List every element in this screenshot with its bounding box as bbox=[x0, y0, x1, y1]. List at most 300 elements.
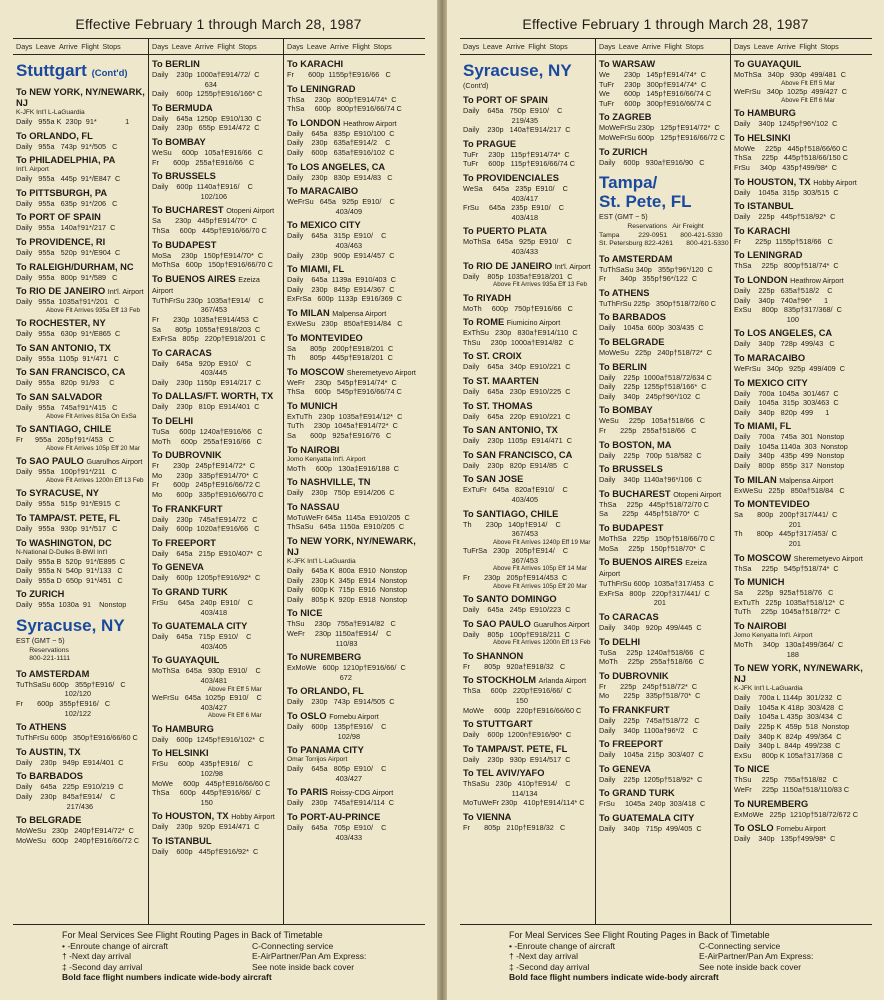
flight-row: Fr 955a 205p†91*/453 C bbox=[16, 435, 115, 445]
destination-name: To NASSAU bbox=[287, 501, 340, 512]
flight-row: Th 230p 140p†E914/ C bbox=[463, 519, 561, 529]
destination-name: To RALEIGH/DURHAM, NC bbox=[16, 261, 134, 272]
destination-name: To NICE bbox=[287, 608, 323, 619]
destination-name: To MEXICO CITY bbox=[287, 220, 361, 231]
destination-name: To HAMBURG bbox=[734, 108, 796, 119]
destination-heading bbox=[287, 308, 422, 319]
destination-heading bbox=[734, 421, 869, 432]
destination-heading bbox=[599, 764, 727, 775]
flight-row: TuFrSa 230p 205p†E914/ C bbox=[463, 546, 569, 556]
city-name: Syracuse, NY bbox=[16, 615, 125, 635]
flight-row: Daily 645a 1139a E910/403 C bbox=[287, 275, 396, 285]
destination-name: To LONDON bbox=[287, 117, 341, 128]
flight-row: Daily 225p 1205p†518/92* C bbox=[599, 774, 703, 784]
column-header bbox=[460, 39, 595, 55]
column-header-label: Leave bbox=[35, 42, 56, 51]
flight-row: MoWeSu 230p 240p†E914/72* C bbox=[16, 826, 134, 836]
destination-block bbox=[149, 387, 283, 412]
destination-name: To PANAMA CITY bbox=[287, 745, 364, 756]
destination-block bbox=[284, 80, 425, 114]
destination-heading bbox=[152, 538, 280, 549]
destination-heading bbox=[152, 562, 280, 573]
destination-block bbox=[460, 397, 595, 422]
flight-row: WeSa 645a 235p E910/ C bbox=[463, 183, 568, 193]
destination-heading bbox=[463, 226, 592, 237]
destination-heading bbox=[287, 652, 422, 663]
destination-block bbox=[284, 329, 425, 363]
flight-row: 403/405 bbox=[463, 494, 539, 504]
flight-row: ThSa 225p 445p†518/72/70 C bbox=[599, 499, 709, 509]
flight-row: Daily 340p 245p†96*/102 C bbox=[599, 391, 701, 401]
destination-block bbox=[149, 500, 283, 534]
destination-name: To PRAGUE bbox=[463, 138, 517, 149]
flight-row: Th 800p 445p†317/453/ C bbox=[734, 529, 838, 539]
destination-block bbox=[460, 715, 595, 740]
airport-note: K-JFK Int'l L-LaGuardia bbox=[16, 109, 85, 116]
destination-block bbox=[460, 446, 595, 471]
destination-name: To BERMUDA bbox=[152, 102, 213, 113]
destination-block bbox=[460, 289, 595, 314]
destination-block bbox=[460, 590, 595, 615]
flight-row: TuThFrSu 600p 1035a†317/453 C bbox=[599, 579, 714, 589]
destination-block bbox=[731, 324, 872, 349]
flight-row: Daily 230p 845p E914/367 C bbox=[287, 284, 395, 294]
destination-heading bbox=[16, 771, 145, 782]
flight-row: Daily 800p 855p 317 Nonstop bbox=[734, 461, 845, 471]
flight-row: Daily 700a 745a 301 Nonstop bbox=[734, 432, 845, 442]
destination-block bbox=[149, 167, 283, 201]
flight-row: ThSu 225p 755a†518/82 C bbox=[734, 775, 838, 785]
flight-row: 403/418 bbox=[463, 212, 539, 222]
flight-row: 201 bbox=[599, 598, 666, 608]
destination-name: To SAN FRANCISCO, CA bbox=[16, 367, 126, 378]
destination-block bbox=[731, 795, 872, 820]
destination-block bbox=[596, 108, 730, 142]
flight-row: Daily 230p 745a†E914/114 C bbox=[287, 798, 394, 808]
flight-row: Daily 230p 810p E914/401 C bbox=[152, 402, 260, 412]
destination-heading bbox=[16, 286, 145, 297]
column-header-label: Flight bbox=[799, 42, 817, 51]
destination-heading bbox=[152, 504, 280, 515]
flight-row: MoWeFrSu 600p 125p†E916/66/72 C bbox=[599, 132, 726, 142]
destination-block bbox=[149, 446, 283, 499]
flight-row: MoTh 600p 130a‡E916/188 C bbox=[287, 463, 399, 473]
column-header-label: Days bbox=[152, 42, 169, 51]
destination-heading bbox=[599, 59, 727, 70]
destination-name: To ST. THOMAS bbox=[463, 400, 533, 411]
flight-row: TuThFrSu 600p 350p†E916/66/60 C bbox=[16, 733, 138, 743]
flight-note: Above Flt Arrives 935a Eff 13 Feb bbox=[493, 281, 588, 289]
flight-row: Sa 600p 925a†E916/76 C bbox=[287, 431, 392, 441]
destination-block bbox=[149, 720, 283, 745]
flight-row: Daily 600p 635a†E916/102 C bbox=[287, 147, 395, 157]
flight-row: Sa 230p 445p†E914/70* C bbox=[152, 216, 258, 226]
destination-name: To SAN ANTONIO, TX bbox=[463, 425, 558, 436]
destination-block bbox=[284, 260, 425, 304]
destination-name: To KARACHI bbox=[287, 59, 344, 69]
destination-name: To MUNICH bbox=[734, 577, 785, 588]
destination-block bbox=[13, 388, 148, 420]
destination-name: To GUATEMALA CITY bbox=[599, 812, 695, 823]
legend-bold-note: Bold face flight numbers indicate wide-body aircraft bbox=[62, 972, 272, 982]
flight-row: Daily 600p 1245p†E916/102* C bbox=[152, 734, 265, 744]
destination-name: To BERLIN bbox=[599, 361, 647, 372]
flight-row: Sa 805p 200p†E918/201 C bbox=[287, 343, 394, 353]
column-header-label: Arrive bbox=[641, 42, 661, 51]
destination-block bbox=[596, 250, 730, 284]
column-header-label: Days bbox=[287, 42, 304, 51]
destination-name: To BRUSSELS bbox=[152, 171, 216, 182]
flight-row: Daily 600p 1200n†E916/90* C bbox=[463, 730, 572, 740]
destination-name: To HELSINKI bbox=[152, 748, 209, 759]
destination-block bbox=[460, 647, 595, 672]
flight-row: Daily 230p 930p E914/517 C bbox=[463, 754, 571, 764]
destination-name: To BUCHAREST bbox=[152, 205, 224, 216]
destination-name: To BELGRADE bbox=[16, 815, 82, 826]
airport-name: Sheremetyevo Airport bbox=[793, 553, 863, 563]
destination-heading bbox=[463, 261, 592, 272]
destination-heading bbox=[463, 401, 592, 412]
destination-heading bbox=[463, 474, 592, 485]
destination-name: To BUDAPEST bbox=[152, 239, 217, 250]
flight-row: 367/453 bbox=[463, 529, 539, 539]
destination-heading bbox=[287, 220, 422, 231]
city-info: EST (GMT − 5) bbox=[16, 635, 65, 645]
destination-name: To BRUSSELS bbox=[599, 464, 663, 475]
destination-block bbox=[284, 55, 425, 80]
destination-heading bbox=[287, 686, 422, 697]
column-header-label: Stops bbox=[238, 42, 257, 51]
destination-name: To PUERTO PLATA bbox=[463, 226, 548, 237]
flight-row: Fr 600p 355p†E916/ C bbox=[16, 699, 111, 709]
flight-row: Daily 225p 1255p†518/166* C bbox=[599, 382, 707, 392]
destination-name: To HELSINKI bbox=[734, 132, 791, 143]
destination-name: To MILAN bbox=[734, 474, 777, 485]
schedule-grid bbox=[13, 38, 425, 925]
destination-heading bbox=[16, 367, 145, 378]
destination-block bbox=[460, 421, 595, 446]
destination-name: To NASHVILLE, TN bbox=[287, 477, 371, 488]
destination-name: To BUENOS AIRES bbox=[599, 557, 683, 568]
column-header-label: Leave bbox=[482, 42, 503, 51]
flight-row: 403/405 bbox=[152, 641, 228, 651]
destination-name: To PHILADELPHIA, PA bbox=[16, 155, 116, 166]
airport-name: Fiumicino Airport bbox=[506, 318, 561, 328]
flight-row: Daily 955a B 520p 91*/E895 C bbox=[16, 556, 126, 566]
flight-row: Daily 230p 743p E914/505 C bbox=[287, 697, 395, 707]
destination-heading bbox=[16, 188, 145, 199]
destination-name: To ATHENS bbox=[16, 722, 67, 733]
legend-meaning: See note inside back cover bbox=[252, 961, 355, 972]
destination-block bbox=[731, 55, 872, 104]
destination-name: To STUTTGART bbox=[463, 719, 533, 730]
destination-block bbox=[596, 55, 730, 108]
destination-heading bbox=[287, 745, 422, 756]
city-heading bbox=[13, 55, 148, 83]
flight-note: Above Flt Arrives 1200n Eff 13 Feb bbox=[493, 639, 591, 647]
flight-row: MoWeSu 600p 240p†E916/66/72 C bbox=[16, 835, 140, 845]
destination-block bbox=[13, 811, 148, 845]
flight-row: ExFrSa 800p 220p†317/441/ C bbox=[599, 588, 710, 598]
column-header-label: Flight bbox=[528, 42, 546, 51]
destination-name: To LONDON bbox=[734, 274, 788, 285]
flight-row: Daily 645a 705p E910/ C bbox=[287, 822, 387, 832]
destination-heading bbox=[463, 317, 592, 328]
destination-block bbox=[731, 246, 872, 271]
destination-block bbox=[731, 271, 872, 324]
flight-row: 403/481 bbox=[152, 675, 228, 685]
destination-heading bbox=[16, 722, 145, 733]
destination-name: To ST. MAARTEN bbox=[463, 376, 539, 386]
flight-row: Daily 955a 930p 91*/517 C bbox=[16, 523, 118, 533]
destination-name: To WARSAW bbox=[599, 59, 656, 69]
destination-block bbox=[149, 651, 283, 719]
destination-heading bbox=[734, 177, 869, 188]
destination-block bbox=[13, 452, 148, 484]
legend-title: For Meal Services See Flight Routing Pages in Back of Timetable bbox=[62, 930, 323, 940]
destination-name: To DALLAS/FT. WORTH, TX bbox=[152, 391, 274, 402]
destination-heading bbox=[463, 719, 592, 730]
destination-heading bbox=[734, 577, 869, 588]
destination-heading bbox=[16, 343, 145, 354]
destination-block bbox=[284, 808, 425, 842]
flight-row: ExMoWe 225p 1210p†518/72/672 C bbox=[734, 809, 859, 819]
destination-block bbox=[284, 682, 425, 707]
flight-note: Above Flt Eff 5 Mar bbox=[182, 685, 262, 693]
destination-name: To SHANNON bbox=[463, 650, 524, 661]
destination-heading bbox=[599, 405, 727, 416]
flight-row: TuFr 230p 115p†E914/74* C bbox=[463, 149, 570, 159]
legend-symbol: ‡ -Second day arrival bbox=[509, 961, 590, 972]
column-header-label: Stops bbox=[685, 42, 704, 51]
flight-row: ThSa 230p 800p†E914/74* C bbox=[287, 94, 397, 104]
destination-name: To FRANKFURT bbox=[152, 503, 223, 514]
destination-heading bbox=[16, 815, 145, 826]
destination-heading bbox=[287, 477, 422, 488]
destination-block bbox=[149, 412, 283, 446]
flight-row: MoThSa 600p 150p†E916/66/70 C bbox=[152, 260, 273, 270]
flight-row: Daily 955a 520p 91*/E904 C bbox=[16, 247, 121, 257]
flight-row: Fr 230p 1035a†E914/453 C bbox=[152, 314, 259, 324]
flight-row: TuTh 230p 1045a†E914/72* C bbox=[287, 421, 398, 431]
destination-block bbox=[460, 347, 595, 372]
destination-block bbox=[13, 184, 148, 209]
destination-heading bbox=[599, 612, 727, 623]
destination-heading bbox=[152, 103, 280, 114]
column-header-label: Leave bbox=[171, 42, 192, 51]
destination-name: To AMSTERDAM bbox=[599, 253, 673, 264]
flight-row: MoThSa 225p 150p†518/66/70 C bbox=[599, 533, 716, 543]
flight-row: Daily 225p K 459p 518 Nonstop bbox=[734, 721, 850, 731]
destination-name: To NEW YORK, NY/NEWARK, NJ bbox=[287, 536, 416, 558]
destination-name: To CARACAS bbox=[599, 611, 659, 622]
flight-row: MoSa 230p 150p†E914/70* C bbox=[152, 250, 264, 260]
flight-row: Daily 600p 1140a†E916/ C bbox=[152, 182, 253, 192]
destination-name: To MIAMI, FL bbox=[734, 421, 792, 432]
flight-row: Daily 955a 1035a†91*/201 C bbox=[16, 297, 120, 307]
legend-meaning: E-AirPartner/Pan Am Express: bbox=[252, 951, 367, 961]
flight-row: 201 bbox=[734, 539, 801, 549]
flight-row: MoTuWeFr 230p 410p†E914/114* C bbox=[463, 798, 585, 808]
destination-block bbox=[13, 767, 148, 811]
destination-heading bbox=[734, 499, 869, 510]
flight-row: Daily 955a 743p 91*/505 C bbox=[16, 141, 118, 151]
right-page bbox=[447, 0, 884, 1000]
flight-row: TuThSaSu 600p 355p†E916/ C bbox=[16, 679, 126, 689]
destination-name: To BUDAPEST bbox=[599, 522, 664, 533]
flight-row: 150 bbox=[463, 695, 528, 705]
flight-row: Daily 955a 1105p 91*/471 C bbox=[16, 353, 119, 363]
destination-name: To SYRACUSE, NY bbox=[16, 488, 99, 499]
destination-heading bbox=[599, 112, 727, 123]
flight-row: Daily 955a D 650p 91*/451 C bbox=[16, 575, 123, 585]
destination-block bbox=[460, 740, 595, 765]
flight-row: MoThSa 645a 925p E910/ C bbox=[463, 237, 572, 247]
flight-row: TuSa 225p 1240a†518/66 C bbox=[599, 647, 705, 657]
flight-row: MoTh 225p 255a†518/66 C bbox=[599, 657, 705, 667]
flight-row: Daily 340p 1245p†96*/102 C bbox=[734, 119, 838, 129]
destination-block bbox=[149, 744, 283, 807]
destination-heading bbox=[16, 262, 145, 273]
flight-row: Daily 645a 225p E910/219 C bbox=[16, 782, 124, 792]
destination-name: To ISTANBUL bbox=[152, 835, 212, 846]
destination-heading bbox=[287, 401, 422, 412]
destination-name: To PORT-AU-PRINCE bbox=[287, 811, 381, 822]
destination-heading bbox=[287, 711, 422, 722]
destination-heading bbox=[463, 95, 592, 106]
destination-block bbox=[731, 197, 872, 222]
destination-heading bbox=[287, 787, 422, 798]
flight-row: 367/453 bbox=[152, 305, 228, 315]
destination-name: To FREEPORT bbox=[599, 739, 663, 750]
destination-heading bbox=[16, 513, 145, 524]
flight-row: Daily 600p 135p†E916/ C bbox=[287, 721, 387, 731]
destination-heading bbox=[599, 337, 727, 348]
column-header-label: Flight bbox=[81, 42, 99, 51]
destination-name: To FREEPORT bbox=[152, 537, 216, 548]
column-header bbox=[731, 39, 872, 55]
flight-row: ExSu 800p 835p†317/368/ C bbox=[734, 305, 842, 315]
destination-heading bbox=[463, 293, 592, 304]
destination-name: To GRAND TURK bbox=[599, 788, 675, 799]
destination-name: To GUATEMALA CITY bbox=[152, 621, 248, 632]
flight-row: MoSa 225p 150p†518/70* C bbox=[599, 543, 706, 553]
flight-row: Daily 230p 830p E914/83 C bbox=[287, 172, 393, 182]
destination-name: To NEW YORK, NY/NEWARK, NJ bbox=[16, 87, 145, 108]
flight-row: FrSu 340p 435p†499/98* C bbox=[734, 162, 838, 172]
flight-row: TuFr 230p 300p†E914/74* C bbox=[599, 79, 707, 89]
airport-name: Sheremetyevo Airport bbox=[346, 367, 416, 377]
flight-row: 102/98 bbox=[287, 731, 361, 741]
airport-note: Jomo Kenyatta Int'l. Airport bbox=[287, 455, 366, 463]
airport-name: Heathrow Airport bbox=[790, 275, 844, 285]
destination-heading bbox=[599, 788, 727, 799]
destination-block bbox=[731, 104, 872, 129]
destination-name: To VIENNA bbox=[463, 812, 512, 823]
flight-row: Daily 955a 445p 91*/E847 C bbox=[16, 174, 121, 184]
destination-name: To BOSTON, MA bbox=[599, 439, 672, 450]
flight-row: Daily 955a 630p 91*/E865 C bbox=[16, 329, 121, 339]
destination-block bbox=[149, 133, 283, 167]
flight-row: Fr 340p 355p†96*/122 C bbox=[599, 274, 698, 284]
destination-block bbox=[596, 735, 730, 760]
destination-heading bbox=[287, 367, 422, 378]
page-title: Effective February 1 through March 28, 1987 bbox=[75, 16, 362, 32]
destination-heading bbox=[734, 133, 869, 144]
flight-row: TuSa 600p 1240a†E916/66 C bbox=[152, 427, 263, 437]
flight-row: TuFr 600p 300p†E916/66/74 C bbox=[599, 98, 712, 108]
flight-row: MoTh 340p 130a‡499/364/ C bbox=[734, 640, 844, 649]
flight-row: Daily 230p K 345p E914 Nonstop bbox=[287, 575, 408, 585]
flight-row: ThSaSu 230p 410p†E914/ C bbox=[463, 779, 571, 789]
reservations-info: Reservations Air Freight Tampa 229-0951 800-421-5330 St. Petersburg 822-4261 800-421-5330 bbox=[599, 223, 729, 248]
flight-row: Daily 645a 340p E910/221 C bbox=[463, 362, 571, 372]
destination-name: To TEL AVIV/YAFO bbox=[463, 768, 545, 779]
city-heading bbox=[13, 610, 148, 635]
flight-row: MoTh 600p 750p†E916/66 C bbox=[463, 303, 573, 313]
flight-row: Daily 955a 820p 91/93 C bbox=[16, 378, 115, 388]
flight-row: Daily 230p 140a†E914/217 C bbox=[463, 125, 571, 135]
flight-row: ThSaSu 645a 1150a E910/205 C bbox=[287, 522, 405, 532]
flight-row: Sa 800p 200p†317/441/ C bbox=[734, 510, 838, 520]
destination-heading bbox=[599, 813, 727, 824]
destination-block bbox=[596, 701, 730, 735]
destination-block bbox=[596, 436, 730, 461]
legend bbox=[62, 930, 366, 983]
legend-symbol: ‡ -Second day arrival bbox=[62, 961, 143, 972]
destination-block bbox=[460, 222, 595, 256]
flight-row: Daily 225p 1000a†518/72/634 C bbox=[599, 372, 712, 382]
flight-row: Daily 340p 1100a†96*/2 C bbox=[599, 725, 698, 735]
destination-name: To ISTANBUL bbox=[734, 201, 794, 212]
destination-block bbox=[596, 308, 730, 333]
destination-block bbox=[149, 583, 283, 617]
page-title: Effective February 1 through March 28, 1987 bbox=[522, 16, 809, 32]
column-header-label: Stops bbox=[820, 42, 839, 51]
column-header bbox=[149, 39, 283, 55]
destination-block bbox=[149, 236, 283, 270]
destination-block bbox=[731, 417, 872, 470]
legend-bold-note: Bold face flight numbers indicate wide-body aircraft bbox=[509, 972, 719, 982]
destination-name: To RIYADH bbox=[463, 292, 512, 303]
destination-block bbox=[460, 505, 595, 590]
flight-row: Daily 225p 445p†518/92* C bbox=[734, 212, 836, 222]
column-header-label: Leave bbox=[306, 42, 327, 51]
legend-title: For Meal Services See Flight Routing Pages in Back of Timetable bbox=[509, 930, 770, 940]
destination-block bbox=[596, 333, 730, 358]
flight-row: Daily 340p 1140a†96*/106 C bbox=[599, 475, 702, 485]
legend-row bbox=[62, 962, 366, 973]
destination-heading bbox=[734, 250, 869, 261]
legend-meaning: See note inside back cover bbox=[699, 961, 802, 972]
flight-row: Daily 340p 920p 499/445 C bbox=[599, 622, 702, 632]
flight-row: Daily 955a 635p 91*/206 C bbox=[16, 198, 118, 208]
destination-heading bbox=[16, 538, 145, 549]
destination-heading bbox=[599, 489, 727, 500]
destination-name: To MONTEVIDEO bbox=[287, 332, 363, 343]
destination-heading bbox=[599, 362, 727, 373]
destination-heading bbox=[287, 812, 422, 823]
destination-heading bbox=[152, 621, 280, 632]
flight-row: ThSa 600p 445p†E916/66/ C bbox=[152, 788, 261, 798]
flight-row: Daily 645a 835p E910/100 C bbox=[287, 128, 395, 138]
destination-heading bbox=[599, 288, 727, 299]
flight-row: Daily 700a 1045a 301/467 C bbox=[734, 388, 839, 398]
destination-block bbox=[13, 484, 148, 509]
airport-name: Hobby Airport bbox=[813, 177, 857, 187]
destination-block bbox=[596, 809, 730, 834]
destination-name: To SAN FRANCISCO, CA bbox=[463, 449, 573, 460]
